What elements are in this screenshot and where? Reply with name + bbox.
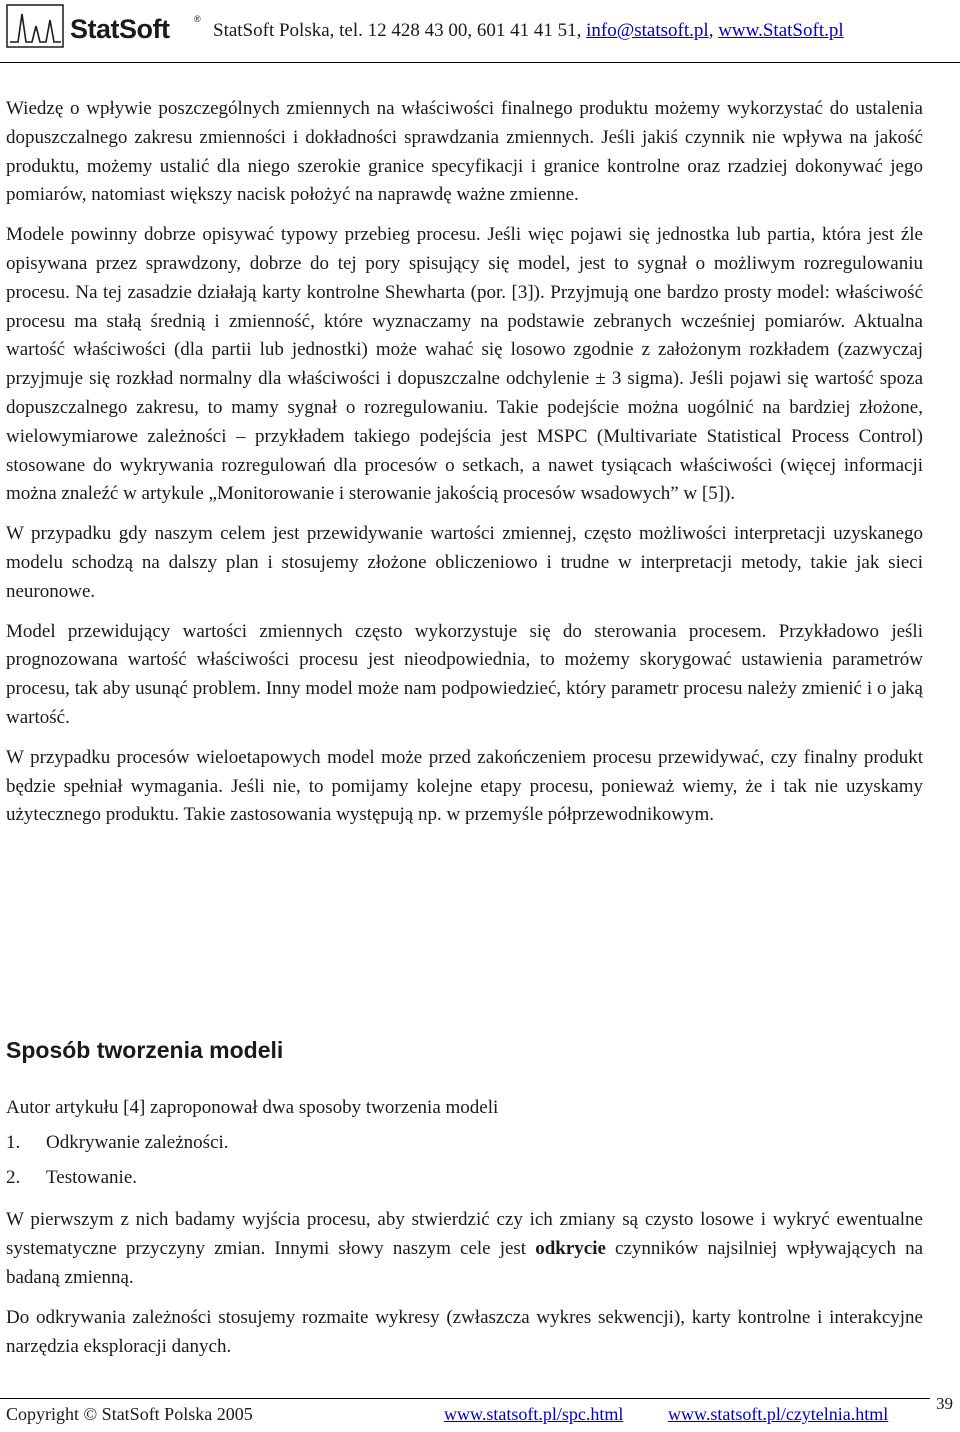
logo-wordmark: StatSoft	[70, 14, 170, 44]
footer-link-czytelnia[interactable]: www.statsoft.pl/czytelnia.html	[668, 1404, 889, 1424]
header-contact-text: StatSoft Polska, tel. 12 428 43 00, 601 41 41 51,	[213, 20, 587, 41]
footer-copyright: Copyright © StatSoft Polska 2005	[6, 1404, 253, 1424]
paragraph-6-part-a: W pierwszym z nich badamy wyjścia procesu, aby stwierdzić czy ich zmiany są czysto losowe i wykryć ewentualne systematyczne przyczyny zmian. Innymi słowy naszym cele jest	[6, 1209, 923, 1260]
paragraph-2: Modele powinny dobrze opisywać typowy przebieg procesu. Jeśli więc pojawi się jednostka lub partia, która jest źle opisywana przez sprawdzony, dobrze do tej pory spisujący się model, jest to sygnał o możliwym rozregulowaniu procesu. Na tej zasadzie działają karty kontrolne Shewharta (por. [3]). Przyjmują one bardzo prosty model: właściwość procesu ma stałą średnią i zmienność, które wyznaczamy na podstawie zebranych wcześniej pomiarów. Aktualna wartość właściwości (dla partii lub jednostki) może wahać się losowo zgodnie z założonym rozkładem (zazwyczaj przyjmuje się rozkład normalny dla właściwości i dopuszczalne odchylenie ± 3 sigma). Jeśli pojawi się wartość spoza dopuszczalnego zakresu, to mamy sygnał o rozregulowaniu. Takie podejście można uogólnić na bardziej złożone, wielowymiarowe zależności – przykładem takiego podejścia jest MSPC (Multivariate Statistical Process Control) stosowane do wykrywania rozregulowań dla procesów o setkach, a nawet tysiącach właściwości (więcej informacji można znaleźć w artykule „Monitorowanie i sterowanie jakością procesów wsadowych” w [5]).	[6, 224, 923, 505]
paragraph-5: W przypadku procesów wieloetapowych model może przed zakończeniem procesu przewidywać, czy finalny produkt będzie spełniał wymagania. Jeśli nie, to pomijamy kolejne etapy procesu, ponieważ wiemy, że i tak nie uzyskamy użytecznego produktu. Takie zastosowania występują np. w przemyśle półprzewodnikowym.	[6, 746, 923, 826]
list-text: Odkrywanie zależności.	[46, 1131, 229, 1153]
statsoft-logo	[6, 4, 206, 50]
section-heading: Sposób tworzenia modeli	[6, 1037, 284, 1063]
email-link[interactable]: info@statsoft.pl	[586, 20, 709, 41]
list-item	[6, 1164, 923, 1193]
paragraph-4: Model przewidujący wartości zmiennych często wykorzystuje się do sterowania procesem. Przykładowo jeśli prognozowana wartość właściwości procesu jest nieodpowiednia, to możemy skorygować ustawienia parametrów procesu, tak aby usunąć problem. Inny model może nam podpowiedzieć, który parametr procesu należy zmienić i o jaką wartość.	[6, 620, 923, 728]
main-text	[6, 95, 923, 830]
header-divider	[0, 62, 960, 63]
list-item	[6, 1129, 923, 1158]
paragraph-7: Do odkrywania zależności stosujemy rozmaite wykresy (zwłaszcza wykres sekwencji), karty kontrolne i interakcyjne narzędzia eksploracji danych.	[6, 1306, 923, 1357]
page-number: 39	[936, 1394, 953, 1413]
footer-divider	[0, 1398, 930, 1399]
footer-link-spc[interactable]: www.statsoft.pl/spc.html	[444, 1404, 624, 1424]
section-intro: Autor artykułu [4] zaproponował dwa sposoby tworzenia modeli	[6, 1097, 499, 1118]
emphasis-odkrycie: odkrycie	[535, 1238, 606, 1260]
paragraph-6	[6, 1206, 923, 1292]
statsoft-logo-icon	[6, 4, 66, 50]
header-separator: ,	[708, 20, 719, 41]
section-text	[6, 1094, 923, 1361]
paragraph-3: W przypadku gdy naszym celem jest przewidywanie wartości zmiennej, często możliwości interpretacji uzyskanego modelu schodzą na dalszy plan i stosujemy złożone obliczeniowo i trudne w interpretacji metody, takie jak sieci neuronowe.	[6, 523, 923, 602]
header-contact	[213, 20, 844, 42]
registered-mark: ®	[194, 14, 201, 24]
website-link[interactable]: www.StatSoft.pl	[718, 20, 844, 41]
list-number: 2.	[6, 1166, 21, 1188]
list-text: Testowanie.	[46, 1166, 138, 1188]
paragraph-6-part-b: czynników najsilniej wpływających na badaną zmienną.	[6, 1238, 923, 1288]
page-header	[0, 0, 960, 62]
list-number: 1.	[6, 1131, 21, 1153]
paragraph-1: Wiedzę o wpływie poszczególnych zmiennych na właściwości finalnego produktu możemy wykorzystać do ustalenia dopuszczalnego zakresu zmienności i dokładności sprawdzania zmiennych. Jeśli jakiś czynnik nie wpływa na jakość produktu, możemy ustalić dla niego szerokie granice specyfikacji i granice kontrolne oraz rzadziej dokonywać jego pomiarów, natomiast większy nacisk położyć na naprawdę ważne zmienne.	[6, 98, 923, 206]
